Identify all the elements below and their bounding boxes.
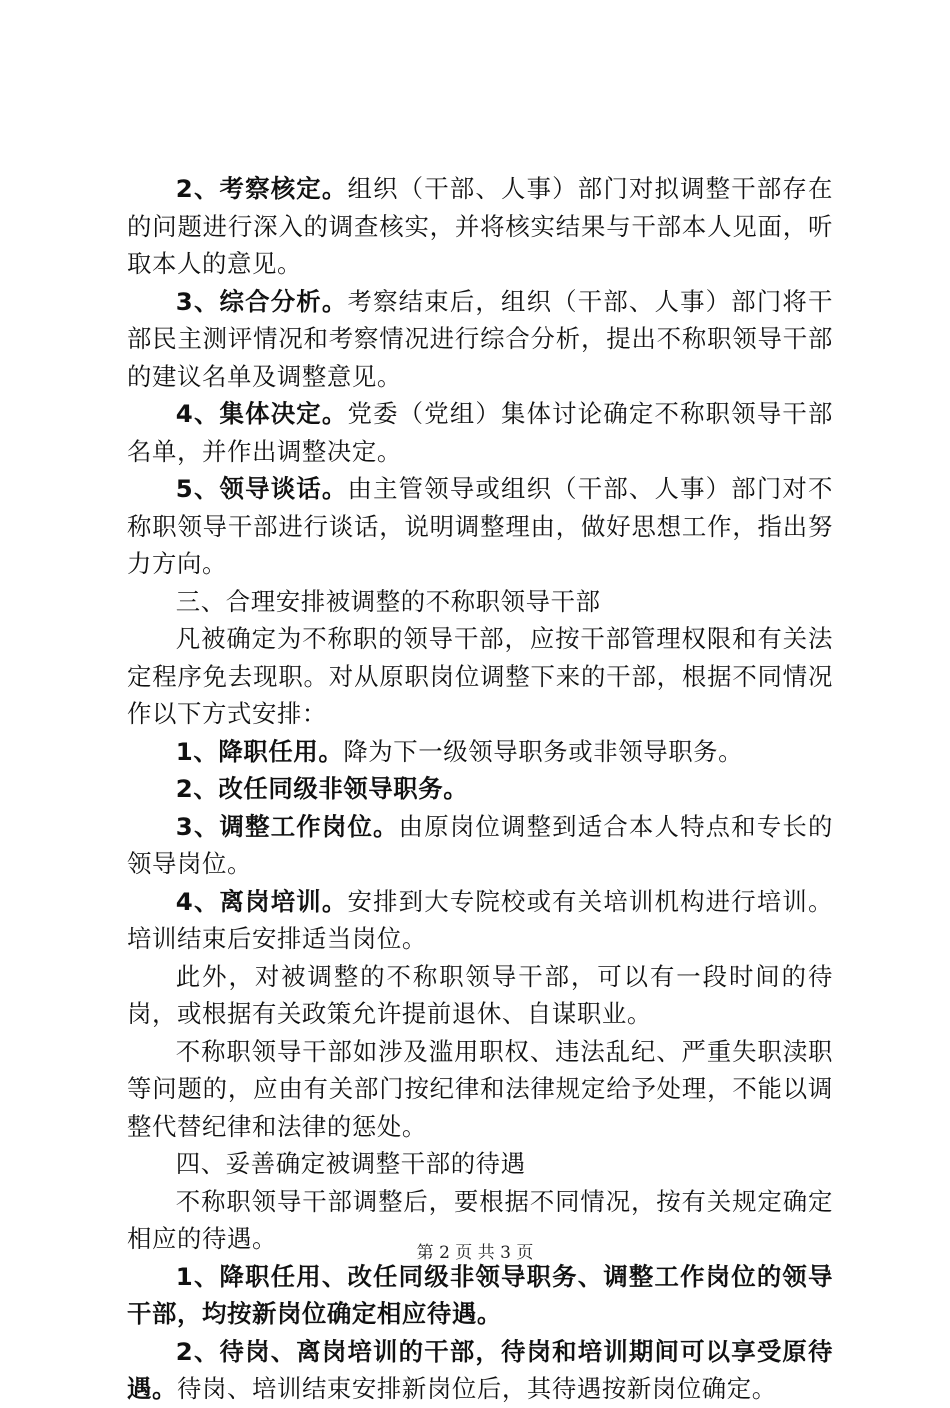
paragraph-demotion bbox=[127, 733, 833, 771]
paragraph-text: 组织（干部、人事）部门对拟调整干部存在的问题进行深入的调查核实，并将核实结果与干部本人见面，听取本人的意见。 bbox=[127, 174, 834, 278]
paragraph-lead: 2、待岗、离岗培训的干部，待岗和培训期间可以享受原待遇。 bbox=[127, 1336, 833, 1403]
paragraph-lead: 2、改任同级非领导职务。 bbox=[175, 774, 469, 803]
paragraph-text: 不称职领导干部调整后，要根据不同情况，按有关规定确定相应的待遇。 bbox=[127, 1186, 833, 1253]
paragraph-intro-arrangement bbox=[127, 620, 833, 733]
paragraph-lead: 2、考察核定。 bbox=[175, 174, 348, 203]
paragraph-text: 降为下一级领导职务或非领导职务。 bbox=[343, 736, 744, 766]
paragraph-training bbox=[127, 883, 833, 958]
paragraph-treatment-1 bbox=[127, 1258, 833, 1333]
paragraph-adjust-post bbox=[127, 808, 833, 883]
paragraph-text: 此外，对被调整的不称职领导干部，可以有一段时间的待岗，或根据有关政策允许提前退休、自谋职业。 bbox=[127, 961, 833, 1028]
paragraph-lead: 3、调整工作岗位。 bbox=[175, 811, 399, 841]
paragraph-talk bbox=[127, 470, 833, 583]
paragraph-text: 不称职领导干部如涉及滥用职权、违法乱纪、严重失职渎职等问题的，应由有关部门按纪律和法律规定给予处理，不能以调整代替纪律和法律的惩处。 bbox=[127, 1036, 833, 1141]
paragraph-text: 安排到大专院校或有关培训机构进行培训。培训结束后安排适当岗位。 bbox=[127, 886, 834, 953]
heading-text: 三、合理安排被调整的不称职领导干部 bbox=[175, 586, 601, 616]
section-heading-4 bbox=[127, 1145, 833, 1183]
paragraph-lead: 4、离岗培训。 bbox=[175, 886, 348, 916]
paragraph-text: 考察结束后，组织（干部、人事）部门将干部民主测评情况和考察情况进行综合分析，提出不称职领导干部的建议名单及调整意见。 bbox=[127, 286, 834, 391]
paragraph-reassign bbox=[127, 770, 833, 808]
paragraph-text: 待岗、培训结束安排新岗位后，其待遇按新岗位确定。 bbox=[176, 1374, 777, 1403]
paragraph-analysis bbox=[127, 283, 833, 396]
paragraph-text: 由原岗位调整到适合本人特点和专长的领导岗位。 bbox=[127, 811, 834, 878]
document-body bbox=[127, 170, 833, 1408]
paragraph-lead: 3、综合分析。 bbox=[175, 286, 348, 316]
paragraph-additionally bbox=[127, 958, 833, 1033]
paragraph-lead: 4、集体决定。 bbox=[175, 399, 348, 428]
heading-text: 四、妥善确定被调整干部的待遇 bbox=[175, 1149, 526, 1178]
paragraph-lead: 1、降职任用。 bbox=[175, 736, 344, 766]
paragraph-decision bbox=[127, 395, 833, 470]
paragraph-inspection bbox=[127, 170, 833, 283]
paragraph-discipline bbox=[127, 1033, 833, 1146]
page-number-footer: 第 2 页 共 3 页 bbox=[416, 1243, 534, 1263]
paragraph-text: 凡被确定为不称职的领导干部，应按干部管理权限和有关法定程序免去现职。对从原职岗位调整下来的干部，根据不同情况作以下方式安排： bbox=[127, 624, 833, 728]
paragraph-lead: 1、降职任用、改任同级非领导职务、调整工作岗位的领导干部，均按新岗位确定相应待遇。 bbox=[127, 1261, 833, 1328]
paragraph-lead: 5、领导谈话。 bbox=[175, 474, 348, 503]
section-heading-3 bbox=[127, 583, 833, 621]
paragraph-text: 由主管领导或组织（干部、人事）部门对不称职领导干部进行谈话，说明调整理由，做好思想工作，指出努力方向。 bbox=[127, 474, 834, 578]
paragraph-text: 党委（党组）集体讨论确定不称职领导干部名单，并作出调整决定。 bbox=[127, 399, 834, 466]
